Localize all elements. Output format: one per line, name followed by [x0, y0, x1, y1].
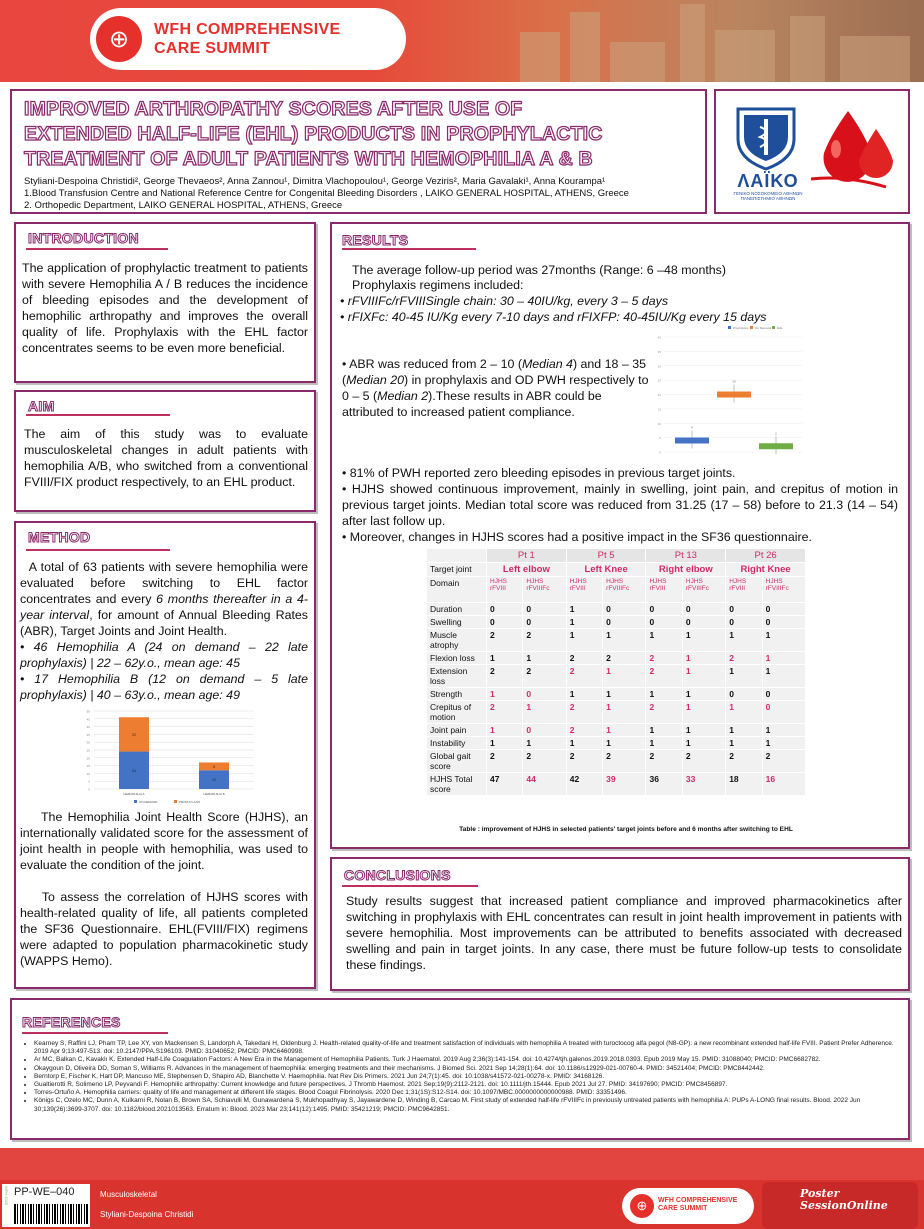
- table-row: [427, 701, 806, 724]
- score-cell: 0: [762, 603, 805, 616]
- results-regimen-1: • rFVIIIFc/rFVIIISingle chain: 30 – 40IU/kg, every 3 – 5 days: [340, 294, 669, 308]
- abr-part2: ) and 18 – 35 (: [342, 357, 646, 387]
- abr-part3: ) in prophylaxis and OD PWH respectively to 0 – 5 (: [342, 373, 649, 403]
- poster-session-online-logo: [800, 1188, 888, 1212]
- score-cell: 2: [603, 652, 646, 665]
- score-cell: 1: [646, 629, 682, 652]
- y-tick-label: 50: [86, 709, 90, 714]
- y-tick-label: 20: [86, 756, 90, 761]
- table-row: [427, 603, 806, 616]
- score-cell: 2: [646, 750, 682, 773]
- y-tick-label: 25: [657, 378, 661, 383]
- hospital-logo-text: ΛΑΪΚΟ: [737, 171, 799, 191]
- domain-cell: Joint pain: [427, 724, 487, 737]
- score-cell: 1: [726, 665, 762, 688]
- score-cell: 33: [682, 773, 725, 796]
- score-cell: 0: [603, 616, 646, 629]
- references-underline: [22, 1032, 168, 1034]
- score-cell: 1: [603, 665, 646, 688]
- table-row: [427, 688, 806, 701]
- score-cell: 0: [762, 688, 805, 701]
- score-cell: 0: [762, 701, 805, 724]
- psol-line1: Poster: [800, 1187, 840, 1200]
- score-cell: 1: [762, 652, 805, 665]
- patient-header: Pt 26: [726, 549, 806, 563]
- score-cell: 2: [487, 701, 523, 724]
- column-header: HJHS rFVIIIFc: [682, 577, 725, 603]
- introduction-underline: [26, 248, 168, 250]
- table-row: [427, 629, 806, 652]
- abr-median-3: Median 2: [377, 389, 429, 403]
- target-joint-cell: Right Knee: [726, 563, 806, 577]
- legend-label: EHL: [777, 326, 783, 330]
- score-cell: 1: [726, 737, 762, 750]
- table-corner-cell: [427, 549, 487, 563]
- abr-part1: • ABR was reduced from 2 – 10 (: [342, 357, 522, 371]
- poster-code: PP-WE–040: [14, 1186, 75, 1198]
- footer-wfh-line2: CARE SUMMIT: [658, 1205, 708, 1212]
- reference-item: • Berntorp E, Fischer K, Hart DP, Mancuso ME, Stephensen D, Shapiro AD, Blanchette V. Haemophilia. Nat Rev Dis Primers. 2021 Jun 24;7(1):45. doi: 10.1038/s41572-021-00278-x. PMID: 34168126.: [34, 1073, 898, 1081]
- score-cell: 1: [487, 688, 523, 701]
- score-cell: 1: [682, 701, 725, 724]
- aim-underline: [26, 414, 170, 416]
- score-cell: 1: [487, 652, 523, 665]
- score-cell: 2: [566, 665, 602, 688]
- score-cell: 2: [487, 665, 523, 688]
- method-bullet-a: • 46 Hemophilia A (24 on demand – 22 late prophylaxis) | 22 – 62y.o., mean age: 45: [20, 640, 308, 670]
- score-cell: 2: [523, 750, 566, 773]
- column-header: HJHS rFVIIIFc: [762, 577, 805, 603]
- bar-value-label: 22: [132, 732, 136, 737]
- bar-value-label: 12: [212, 778, 216, 783]
- target-joint-label: Target joint: [427, 563, 487, 577]
- score-cell: 0: [523, 688, 566, 701]
- domain-cell: Crepitus of motion: [427, 701, 487, 724]
- authors: Styliani-Despoina Christidi², George Thevaeos², Anna Zannou¹, Dimitra Vlachopoulou¹, George Veziris², Maria Gavalaki¹, Anna Kourampa¹: [24, 176, 606, 187]
- y-tick-label: 10: [86, 771, 90, 776]
- score-cell: 1: [487, 737, 523, 750]
- results-regimen-2: • rFIXFc: 40-45 IU/Kg every 7-10 days and rFIXFP: 40-45IU/Kg every 15 days: [340, 310, 767, 324]
- score-cell: 2: [646, 652, 682, 665]
- score-cell: 1: [646, 724, 682, 737]
- y-tick-label: 15: [86, 764, 90, 769]
- method-p3-text: To assess the correlation of HJHS scores with health-related quality of life, all patients completed the SF36 Questionnaire. EHL(FVIII/FIX) regimens were adapted to population pharmacokinetic study (WAPPS Hemo).: [20, 890, 308, 968]
- y-tick-label: 10: [657, 421, 661, 426]
- legend-swatch: [750, 326, 753, 329]
- column-header: HJHS rFVIII: [646, 577, 682, 603]
- score-cell: 1: [603, 737, 646, 750]
- footer-author: Styliani-Despoina Christidi: [100, 1210, 194, 1219]
- results-sf36: • Moreover, changes in HJHS scores had a positive impact in the SF36 questionnaire.: [342, 530, 812, 544]
- legend-label: ON DEMAND: [139, 800, 158, 804]
- score-cell: 0: [762, 616, 805, 629]
- patient-header: Pt 1: [487, 549, 567, 563]
- aim-text: The aim of this study was to evaluate musculoskeletal changes in adult patients with hemophilia A/B, who switched from a conventional FVIII/FIX product respectively, to an EHL product.: [24, 427, 308, 489]
- introduction-heading: INTRODUCTION: [28, 230, 139, 246]
- column-header: HJHS rFVIII: [566, 577, 602, 603]
- score-cell: 2: [762, 750, 805, 773]
- score-cell: 1: [566, 616, 602, 629]
- score-cell: 2: [566, 701, 602, 724]
- results-hjhs-improvement: • HJHS showed continuous improvement, mainly in swelling, joint pain, and crepitus of motion in previous target joints. Median total score was reduced from 31.25 (17 – 58) before to 21.3 (14 – 54) after last follow up.: [342, 482, 898, 528]
- results-regimens-label: Prophylaxis regimens included:: [352, 278, 524, 292]
- domain-label: Domain: [427, 577, 487, 603]
- y-tick-label: 0: [659, 450, 661, 455]
- bar-value-label: 24: [132, 768, 136, 773]
- title-line3: TREATMENT OF ADULT PATIENTS WITH HEMOPHILIA A & B: [24, 148, 593, 170]
- domain-cell: HJHS Total score: [427, 773, 487, 796]
- score-cell: 1: [682, 629, 725, 652]
- domain-cell: Global gait score: [427, 750, 487, 773]
- legend-swatch: [134, 800, 137, 803]
- y-tick-label: 35: [657, 349, 661, 354]
- wfh-logo: [90, 8, 406, 70]
- y-tick-label: 25: [86, 748, 90, 753]
- column-header: HJHS rFVIIIFc: [603, 577, 646, 603]
- affiliation-2: 2. Orthopedic Department, LAIKO GENERAL HOSPITAL, ATHENS, Greece: [24, 200, 343, 211]
- score-cell: 1: [682, 688, 725, 701]
- psol-line2: SessionOnline: [800, 1199, 888, 1212]
- footer-wfh-line1: WFH COMPREHENSIVE: [658, 1197, 738, 1204]
- method-p1-italic: 6 months thereafter in a 4-year interval: [20, 592, 308, 622]
- hjhs-table: [426, 548, 806, 796]
- abr-part4: ).These results in ABR could be attributed to increased patient compliance.: [342, 389, 602, 419]
- score-cell: 0: [726, 603, 762, 616]
- conclusions-heading: CONCLUSIONS: [344, 867, 451, 883]
- target-joint-cell: Left Knee: [566, 563, 646, 577]
- score-cell: 2: [566, 724, 602, 737]
- score-cell: 1: [726, 629, 762, 652]
- barcode-icon: [14, 1204, 88, 1224]
- results-abr-text: [342, 356, 654, 420]
- score-cell: 1: [682, 737, 725, 750]
- method-bullet-b: • 17 Hemophilia B (12 on demand – 5 late prophylaxis) | 40 – 63y.o., mean age: 49: [20, 672, 308, 702]
- table-row: [427, 737, 806, 750]
- table-row-patients: [427, 549, 806, 563]
- references-list: [24, 1040, 898, 1114]
- method-p2-text: The Hemophilia Joint Health Score (HJHS), an internationally validated score for the assessment of joint health in people with hemophilia, was used to evaluate the condition of the joint.: [20, 810, 308, 872]
- target-joint-cell: Right elbow: [646, 563, 726, 577]
- score-cell: 0: [682, 603, 725, 616]
- score-cell: 2: [603, 750, 646, 773]
- method-intro: [20, 559, 308, 639]
- score-cell: 1: [523, 652, 566, 665]
- table-caption: Table : improvement of HJHS in selected patients' target joints before and 6 months after switching to EHL: [459, 826, 793, 833]
- score-cell: 1: [566, 737, 602, 750]
- legend-swatch: [174, 800, 177, 803]
- legend-label: PROPHYLAXIS: [179, 800, 201, 804]
- table-row: [427, 724, 806, 737]
- conclusions-panel: [330, 857, 910, 991]
- domain-cell: Flexion loss: [427, 652, 487, 665]
- score-cell: 1: [603, 629, 646, 652]
- score-cell: 0: [603, 603, 646, 616]
- hospital-logo-panel: [714, 89, 910, 214]
- hospital-logo-subtext: ΓΕΝΙΚΟ ΝΟΣΟΚΟΜΕΙΟ ΑΘΗΝΩΝ ΠΑΝΕΠΙΣΤΗΜΙΟ ΑΘΗΝΩΝ: [733, 191, 803, 201]
- reference-item: • Ar MC, Balkan C, Kavaklı K. Extended Half-Life Coagulation Factors: A New Era in the Management of Hemophilia Patients. Turk J Haematol. 2019 Aug 2;36(3):141-154. doi: 10.4274/tjh.galenos.2019.2018.0393. Epub 2019 May 15. PMID: 31088040; PMCID: PMC6682782.: [34, 1056, 898, 1064]
- introduction-panel: [14, 222, 316, 383]
- bar-value-label: 5: [213, 764, 215, 769]
- table-row: [427, 616, 806, 629]
- score-cell: 2: [682, 750, 725, 773]
- y-tick-label: 45: [86, 717, 90, 722]
- domain-cell: Swelling: [427, 616, 487, 629]
- results-underline: [342, 248, 476, 250]
- score-cell: 2: [726, 652, 762, 665]
- score-cell: 44: [523, 773, 566, 796]
- score-cell: 16: [762, 773, 805, 796]
- score-cell: 1: [682, 665, 725, 688]
- score-cell: 0: [487, 603, 523, 616]
- column-header: HJHS rFVIII: [726, 577, 762, 603]
- score-cell: 0: [487, 616, 523, 629]
- score-cell: 18: [726, 773, 762, 796]
- legend-label: On Demand: [755, 326, 772, 330]
- box-body: [717, 392, 751, 398]
- column-header: HJHS rFVIII: [487, 577, 523, 603]
- score-cell: 0: [523, 616, 566, 629]
- score-cell: 0: [646, 603, 682, 616]
- abr-box-chart: [652, 324, 806, 459]
- method-p3: [20, 889, 308, 969]
- score-cell: 1: [566, 603, 602, 616]
- footer-globe-icon: ⊕: [630, 1194, 654, 1218]
- score-cell: 0: [646, 616, 682, 629]
- score-cell: 1: [646, 737, 682, 750]
- y-tick-label: 40: [86, 725, 90, 730]
- score-cell: 2: [646, 665, 682, 688]
- abr-median-1: Median 4: [521, 357, 573, 371]
- score-cell: 1: [603, 701, 646, 724]
- score-cell: 1: [487, 724, 523, 737]
- title-line2: EXTENDED HALF-LIFE (EHL) PRODUCTS IN PROPHYLACTIC: [24, 123, 603, 145]
- score-cell: 0: [523, 603, 566, 616]
- footer-wfh-text: [658, 1197, 737, 1213]
- aim-heading: AIM: [28, 398, 55, 414]
- references-heading: REFERENCES: [22, 1014, 121, 1030]
- method-underline: [26, 549, 170, 551]
- score-cell: 1: [762, 629, 805, 652]
- reference-item: • Königs C, Ozelo MC, Dunn A, Kulkarni R, Nolan B, Brown SA, Schiavulli M, Gunawardena S, Mukhopadhyay S, Jayawardene D, Winding B, Carcao M. First study of extended half-life rFVIIIFc in previously untreated patients with hemophilia A: PUPs A-LONG final results. Blood. 2022 Jun 30;139(26):3699-3707. doi: 10.1182/blood.2021013563. Erratum in: Blood. 2023 Mar 23;141(12):1495. PMID: 35421219; PMCID: PMC9642851.: [34, 1097, 898, 1113]
- y-tick-label: 20: [657, 393, 661, 397]
- poster-title: [24, 97, 693, 172]
- x-category-label: HEMOPHILIA B: [203, 792, 225, 796]
- score-cell: 47: [487, 773, 523, 796]
- table-row: [427, 773, 806, 796]
- patient-header: Pt 5: [566, 549, 646, 563]
- score-cell: 1: [523, 737, 566, 750]
- score-cell: 1: [523, 701, 566, 724]
- score-cell: 1: [762, 724, 805, 737]
- table-row-target: [427, 563, 806, 577]
- introduction-text: The application of prophylactic treatment to patients with severe Hemophilia A / B reduces the incidence of bleeding episodes and the development of hemophilic arthropathy and improves the overall quality of life. Prophylaxis with the EHL factor concentrates seems to be even more beneficial.: [22, 261, 308, 355]
- score-cell: 2: [566, 652, 602, 665]
- method-p2: [20, 809, 308, 873]
- median-label: 2: [775, 431, 777, 436]
- y-tick-label: 35: [86, 732, 90, 737]
- method-panel: [14, 521, 316, 989]
- column-header: HJHS rFVIIIFc: [523, 577, 566, 603]
- score-cell: 1: [603, 688, 646, 701]
- score-cell: 1: [762, 737, 805, 750]
- x-category-label: HEMOPHILIA A: [123, 792, 145, 796]
- patient-header: Pt 13: [646, 549, 726, 563]
- score-cell: 1: [566, 629, 602, 652]
- y-tick-label: 30: [86, 740, 90, 745]
- domain-cell: Strength: [427, 688, 487, 701]
- conclusions-underline: [342, 885, 478, 887]
- abr-median-2: Median 20: [346, 373, 405, 387]
- domain-cell: Instability: [427, 737, 487, 750]
- logo-line1: WFH COMPREHENSIVE: [154, 21, 341, 38]
- score-cell: 2: [566, 750, 602, 773]
- score-cell: 42: [566, 773, 602, 796]
- score-cell: 0: [726, 688, 762, 701]
- median-label: 4: [691, 425, 693, 430]
- title-line1: IMPROVED ARTHROPATHY SCORES AFTER USE OF: [24, 98, 523, 120]
- header-banner: [0, 0, 924, 82]
- score-cell: 1: [682, 652, 725, 665]
- score-cell: 0: [682, 616, 725, 629]
- results-zero-bleeds: • 81% of PWH reported zero bleeding episodes in previous target joints.: [342, 466, 736, 480]
- score-cell: 2: [726, 750, 762, 773]
- y-tick-label: 0: [88, 787, 90, 792]
- title-panel: [10, 89, 707, 214]
- domain-cell: Muscle atrophy: [427, 629, 487, 652]
- score-cell: 2: [487, 629, 523, 652]
- target-joint-cell: Left elbow: [487, 563, 567, 577]
- affiliation-1: 1.Blood Transfusion Centre and National Reference Centre for Congenital Bleeding Disorders , LAIKO GENERAL HOSPITAL, ATHENS, Greece: [24, 188, 629, 199]
- aim-panel: [14, 390, 316, 512]
- score-cell: 1: [566, 688, 602, 701]
- score-cell: 39: [603, 773, 646, 796]
- table-row: [427, 750, 806, 773]
- table-row-domain: [427, 577, 806, 603]
- footer-side-text: WFH 2025: [4, 1186, 9, 1206]
- score-cell: 1: [682, 724, 725, 737]
- table-row: [427, 652, 806, 665]
- reference-item: • Torres-Ortuño A. Hemophilia carriers: quality of life and management at different life stages. Blood Coagul Fibrinolysis. 2020 Dec 1;31(1S):S12-S14. doi: 10.1097/MBC.0000000000000988. PMID: 33351496.: [34, 1089, 898, 1097]
- table-row: [427, 665, 806, 688]
- method-bar-chart: [74, 705, 264, 805]
- y-tick-label: 15: [657, 407, 661, 412]
- footer-category: Musculoskeletal: [100, 1190, 157, 1199]
- score-cell: 2: [487, 750, 523, 773]
- y-tick-label: 30: [657, 364, 661, 369]
- score-cell: 2: [523, 629, 566, 652]
- logo-line2: CARE SUMMIT: [154, 40, 271, 57]
- domain-cell: Duration: [427, 603, 487, 616]
- references-panel: [10, 998, 910, 1140]
- reference-item: • Gualtierotti R, Solimeno LP, Peyvandi F. Hemophilic arthropathy: Current knowledge and future perspectives. J Thromb Haemost. 2021 Sep;19(9):2112-2121. doi: 10.1111/jth.15444. Epub 2021 Jul 27. PMID: 34197690; PMCID: PMC8456897.: [34, 1081, 898, 1089]
- reference-item: • Okaygoun D, Oliveira DD, Soman S, Williams R. Advances in the management of haemophilia: emerging treatments and their mechanisms. J Biomed Sci. 2021 Sep 14;28(1):64. doi: 10.1186/s12929-021-00760-4. PMID: 34521404; PMCID: PMC8442442.: [34, 1065, 898, 1073]
- results-heading: RESULTS: [342, 232, 409, 248]
- box-body: [759, 443, 793, 449]
- method-heading: METHOD: [28, 529, 91, 545]
- box-body: [675, 438, 709, 444]
- score-cell: 36: [646, 773, 682, 796]
- median-label: 20: [732, 379, 736, 384]
- y-tick-label: 5: [659, 436, 661, 441]
- score-cell: 0: [726, 616, 762, 629]
- method-p1-part2: , for amount of Annual Bleeding Rates (ABR), Target Joints and Joint Health.: [20, 608, 308, 638]
- legend-label: Prophylaxis: [733, 326, 749, 330]
- score-cell: 1: [726, 724, 762, 737]
- method-p1-part1: A total of 63 patients with severe hemophilia were evaluated before switching to EHL factor concentrates and every: [20, 560, 309, 606]
- score-cell: 2: [523, 665, 566, 688]
- score-cell: 2: [646, 701, 682, 724]
- domain-cell: Extension loss: [427, 665, 487, 688]
- y-tick-label: 40: [657, 335, 661, 340]
- score-cell: 1: [762, 665, 805, 688]
- reference-item: • Kearney S, Raffini LJ, Pham TP, Lee XY, von Mackensen S, Landorph A, Takedani H, Oldenburg J. Health-related quality-of-life and treatment satisfaction of individuals with hemophilia A treated with turoctocog alfa pegol (N8-GP): a new recombinant extended half-life FVIII. Patient Prefer Adherence. 2019 Apr 9;13:497-513. doi: 10.2147/PPA.S196103. PMID: 31040652; PMCID: PMC6460998.: [34, 1040, 898, 1056]
- globe-hands-icon: ⊕: [96, 16, 142, 62]
- y-tick-label: 5: [88, 779, 90, 784]
- footer: [0, 1148, 924, 1229]
- score-cell: 1: [603, 724, 646, 737]
- score-cell: 1: [726, 701, 762, 724]
- conclusions-text: Study results suggest that increased patient compliance and improved pharmacokinetics after switching in prophylaxis with EHL concentrates can result in joint health improvement in patients with severe hemophilia. Most improvements can be attributed to benefits associated with decreased swelling and pain in target joints. In any case, there must be future follow-up tests to consolidate these findings.: [346, 894, 902, 972]
- score-cell: 1: [646, 688, 682, 701]
- results-followup: The average follow-up period was 27months (Range: 6 –48 months): [352, 263, 726, 277]
- score-cell: 0: [523, 724, 566, 737]
- legend-swatch: [728, 326, 731, 329]
- legend-swatch: [772, 326, 775, 329]
